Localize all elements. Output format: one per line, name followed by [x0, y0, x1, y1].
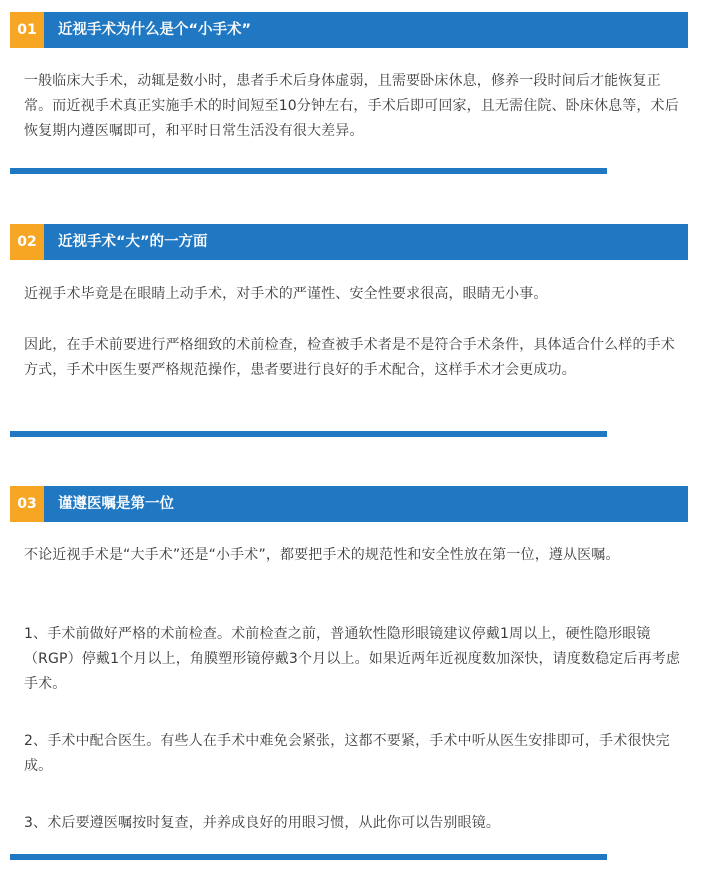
paragraph: 3、术后要遵医嘱按时复查，并养成良好的用眼习惯，从此你可以告别眼镜。 [24, 815, 501, 831]
section-02 [10, 224, 688, 378]
section-title: 谨遵医嘱是第一位 [58, 496, 174, 512]
section-header [10, 224, 688, 260]
paragraph: 2、手术中配合医生。有些人在手术中难免会紧张，这都不要紧，手术中听从医生安排即可，手术很快完成。 [24, 733, 670, 774]
paragraph: 因此，在手术前要进行严格细致的术前检查，检查被手术者是不是符合手术条件，具体适合什么样的手术方式，手术中医生要严格规范操作，患者要进行良好的手术配合，这样手术才会更成功。 [24, 337, 675, 378]
paragraph: 近视手术毕竟是在眼睛上动手术，对手术的严谨性、安全性要求很高，眼睛无小事。 [24, 286, 548, 302]
section-number-badge: 01 [10, 12, 44, 48]
section-header [10, 486, 688, 522]
section-03 [10, 486, 688, 831]
paragraph: 不论近视手术是“大手术”还是“小手术”，都要把手术的规范性和安全性放在第一位，遵从医嘱。 [24, 547, 620, 563]
section-divider-bar [10, 854, 607, 860]
section-title: 近视手术为什么是个“小手术” [58, 22, 252, 38]
section-divider-bar [10, 431, 607, 437]
section-title: 近视手术“大”的一方面 [58, 234, 208, 250]
section-number-badge: 03 [10, 486, 44, 522]
section-01 [10, 12, 688, 139]
section-header [10, 12, 688, 48]
paragraph: 1、手术前做好严格的术前检查。术前检查之前，普通软性隐形眼镜建议停戴1周以上，硬性隐形眼镜（RGP）停戴1个月以上，角膜塑形镜停戴3个月以上。如果近两年近视度数加深快，请度数稳定后再考虑手术。 [24, 626, 681, 692]
paragraph: 一般临床大手术，动辄是数小时，患者手术后身体虚弱，且需要卧床休息，修养一段时间后才能恢复正常。而近视手术真正实施手术的时间短至10分钟左右，手术后即可回家，且无需住院、卧床休息等，术后恢复期内遵医嘱即可，和平时日常生活没有很大差异。 [24, 73, 679, 139]
section-number-badge: 02 [10, 224, 44, 260]
section-divider-bar [10, 168, 607, 174]
